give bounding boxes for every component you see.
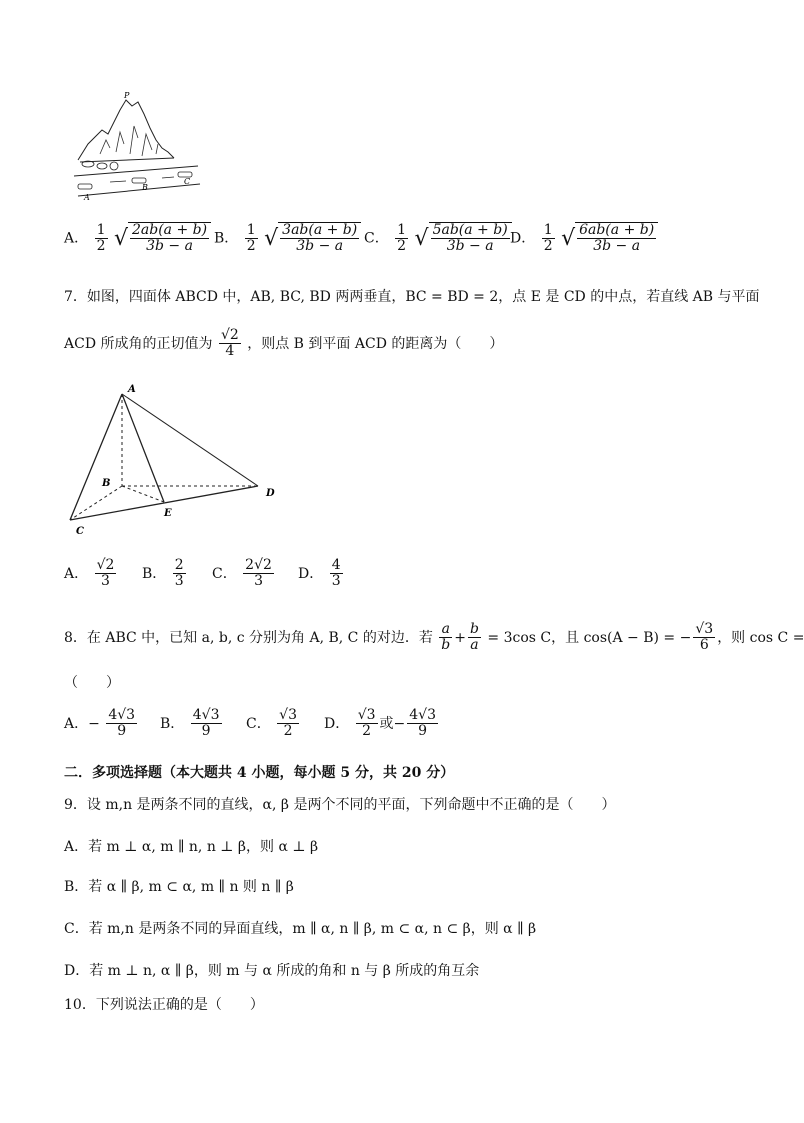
q9-option-d: D．若 m ⊥ n, α ∥ β，则 m 与 α 所成的角和 n 与 β 所成的角互余 [64,963,480,979]
q7-option-a: A． $\frac{√2}{3}$ [64,557,115,590]
section-heading: 二．多项选择题（本大题共 4 小题，每小题 5 分，共 20 分） [64,765,455,781]
label-P: P [124,91,130,100]
q6-option-a: A． $\frac{1}{2}$ √ $\frac{2ab(a + b)}{3b - a}$ [64,222,211,255]
q8-paren: （ ） [64,675,120,691]
label-A: A [84,193,90,202]
label-A: A [128,384,136,395]
label-B: B [102,478,111,489]
label-B: B [142,183,148,192]
q9-option-b: B．若 α ∥ β, m ⊂ α, m ∥ n 则 n ∥ β [64,879,294,895]
q7-stem-line1: 7．如图，四面体 ABCD 中，AB, BC, BD 两两垂直，BC = BD = 2，点 E 是 CD 的中点，若直线 AB 与平面 [64,289,760,305]
q6-option-d: D． $\frac{1}{2}$ √ $\frac{6ab(a + b)}{3b - a}$ [510,222,658,255]
q7-option-c: C． $\frac{2√2}{3}$ [212,557,272,590]
q7-option-b: B． $\frac{2}{3}$ [142,557,184,590]
q6-option-c: C． $\frac{1}{2}$ √ $\frac{5ab(a + b)}{3b - a}$ [364,222,512,255]
q7-option-d: D． $\frac{4}{3}$ [298,557,341,590]
q8-option-d: D． $\frac{√3}{2}$ 或− $\frac{4√3}{9}$ [324,707,436,740]
mountain-road-figure [70,92,205,204]
q8-option-c: C． $\frac{√3}{2}$ [246,707,297,740]
q9-option-a: A．若 m ⊥ α, m ∥ n, n ⊥ β，则 α ⊥ β [64,839,319,855]
q9-option-c: C．若 m,n 是两条不同的异面直线，m ∥ α, n ∥ β, m ⊂ α, n ⊂ β，则 α ∥ β [64,921,537,937]
q8-option-a: A．− $\frac{4√3}{9}$ [64,707,136,740]
label-D: D [266,488,275,499]
q7-stem-line2: ACD 所成角的正切值为 $\frac{√2}{4}$ ，则点 B 到平面 ACD 的距离为（ ） [64,327,504,360]
label-C: C [184,177,191,186]
q8-stem: 8．在 ABC 中，已知 a, b, c 分别为角 A, B, C 的对边．若 $\frac{a}{b}$ + $\frac{b}{a}$ = 3cos C，且 cos(A − B) = − $\frac{√3}{6}$ ，则 cos C = [64,621,804,654]
q9-stem: 9．设 m,n 是两条不同的直线，α, β 是两个不同的平面，下列命题中不正确的是（ ） [64,797,616,813]
label-C: C [76,526,84,537]
tetrahedron-figure [62,382,284,538]
label-E: E [164,508,172,519]
q8-option-b: B． $\frac{4√3}{9}$ [160,707,220,740]
q6-option-b: B． $\frac{1}{2}$ √ $\frac{3ab(a + b)}{3b - a}$ [214,222,361,255]
q10-stem: 10．下列说法正确的是（ ） [64,997,264,1013]
